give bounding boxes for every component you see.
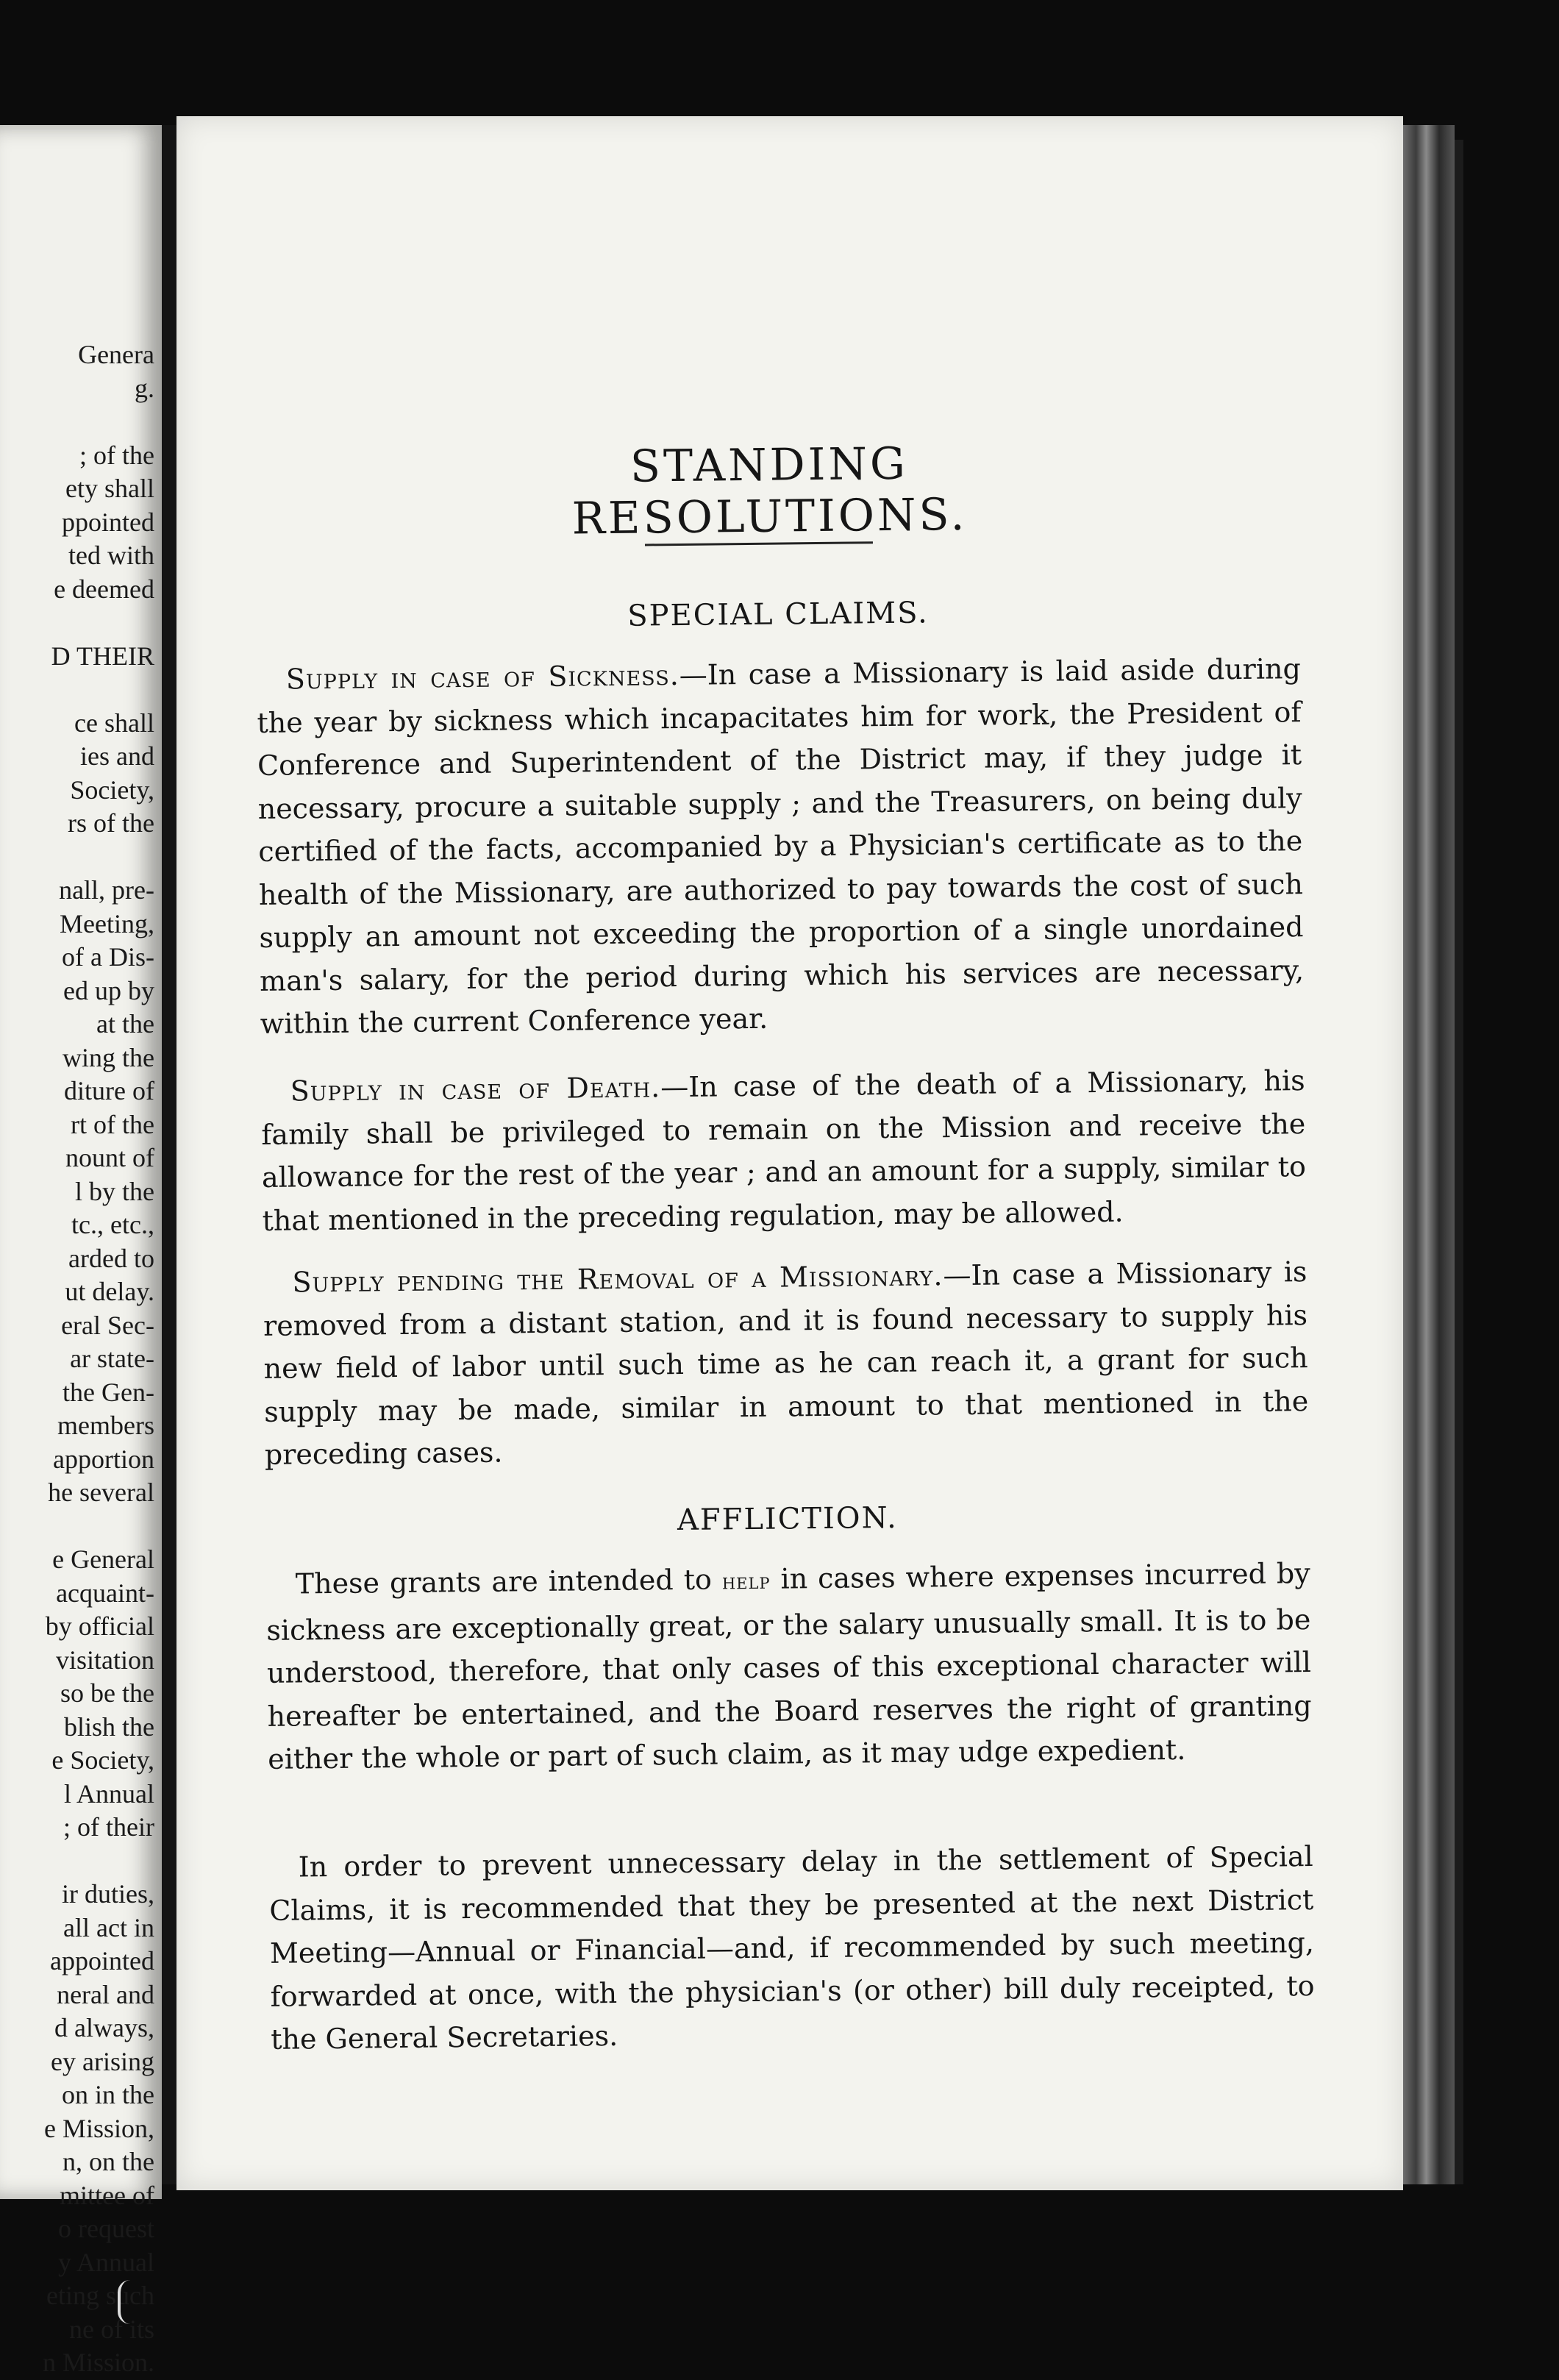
- previous-page-text: [0, 338, 154, 2380]
- previous-page-line: Meeting,: [60, 908, 154, 938]
- previous-page-line: [0, 673, 154, 707]
- paragraph-body-after: in cases where expenses incurred by sickness are exceptionally great, or the salary unusually small. It is to be understood, therefore, that only cases of this exceptional character will hereafter be entertained, and the Board reserves the right of granting either the whole or part of such claim, as it may udge expedient.: [266, 1557, 1312, 1775]
- book-gutter: [162, 125, 176, 2184]
- paragraph-lead: Supply in case of Sickness.: [285, 658, 680, 696]
- previous-page-line: of a Dis-: [62, 942, 154, 972]
- previous-page-line: wing the: [63, 1042, 154, 1072]
- previous-page-line: mittee of: [60, 2180, 154, 2210]
- previous-page-line: neral and: [57, 1979, 154, 2009]
- previous-page-line: g.: [135, 373, 154, 403]
- emphasis-help: help: [721, 1568, 771, 1595]
- previous-page-line: ne of its: [69, 2314, 154, 2344]
- paragraph-body-before: These grants are intended to: [295, 1563, 723, 1600]
- previous-page-line: e deemed: [54, 574, 154, 604]
- previous-page-line: [0, 841, 154, 874]
- previous-page-line: nall, pre-: [59, 875, 154, 905]
- previous-page-line: on in the: [62, 2080, 154, 2109]
- previous-page-fragment: [0, 125, 162, 2377]
- previous-page-line: d always,: [54, 2013, 154, 2042]
- previous-page-line: Genera: [78, 340, 154, 369]
- previous-page-line: all act in: [63, 1912, 154, 1942]
- previous-page-line: ies and: [80, 741, 154, 771]
- previous-page-line: diture of: [64, 1076, 154, 1105]
- paragraph-body: —In case a Missionary is laid aside during the year by sickness which incapacitates him for work, the President of Conference and Superintendent of the District may, if they judge it necessary, procure a suitable supply ; and the Treasurers, on being duly certified of the facts, accompanied by a Physician's certificate as to the health of the Missionary, are authorized to pay towards the cost of such supply an amount not exceeding the proportion of a single unordained man's salary, for the period during which his services are necessary, within the current Conference year.: [257, 652, 1305, 1040]
- previous-page-line: ut delay.: [65, 1277, 154, 1306]
- previous-page-line: blish the: [64, 1711, 154, 1742]
- previous-page-line: o request: [58, 2214, 154, 2243]
- paragraph-supply-sickness: [257, 647, 1305, 1045]
- paragraph-lead: Supply pending the Removal of a Missionary.: [292, 1259, 943, 1299]
- previous-page-line: e General: [52, 1544, 154, 1574]
- previous-page-line: by official: [45, 1611, 154, 1641]
- previous-page-line: ; of their: [63, 1812, 154, 1842]
- previous-page-line: tc., etc.,: [71, 1210, 154, 1239]
- previous-page-line: l by the: [75, 1176, 154, 1206]
- page-edge-stack: [1403, 125, 1455, 2184]
- previous-page-line: D THEIR: [51, 641, 154, 671]
- previous-page-line: [0, 405, 154, 439]
- section-heading-affliction: AFFLICTION.: [677, 1500, 898, 1538]
- previous-page-line: ed up by: [63, 975, 154, 1005]
- previous-page-line: rt of the: [71, 1109, 154, 1139]
- previous-page-line: ; of the: [79, 440, 154, 470]
- stray-mark: [118, 2280, 143, 2324]
- previous-page-line: so be the: [60, 1678, 154, 1708]
- previous-page-line: [0, 606, 154, 640]
- previous-page-line: ety shall: [65, 474, 154, 503]
- previous-page-line: ce shall: [74, 708, 154, 738]
- previous-page-line: nount of: [65, 1143, 154, 1172]
- previous-page-line: y Annual: [58, 2247, 154, 2277]
- previous-page-line: eral Sec-: [61, 1310, 154, 1340]
- previous-page-line: [0, 1510, 154, 1544]
- previous-page-line: e Mission,: [43, 2113, 154, 2143]
- previous-page-line: n, on the: [63, 2147, 154, 2176]
- previous-page-line: ir duties,: [62, 1879, 154, 1909]
- previous-page-line: [0, 1845, 154, 1878]
- previous-page-line: arded to: [68, 1243, 154, 1273]
- paragraph-settlement-claims: In order to prevent unnecessary delay in the settlement of Special Claims, it is recommended that they be presented at the next District Meeting—Annual or Financial—and, if recommended by such meeting, forwarded at once, with the physician's (or other) bill duly receipted, to the General Secretaries.: [269, 1840, 1315, 2056]
- previous-page-line: appointed: [50, 1946, 154, 1975]
- previous-page-line: rs of the: [68, 808, 154, 838]
- paragraph-body: —In case a Missionary is removed from a distant station, and it is found necessary to supply his new field of labor until such time as he can reach it, a grant for such supply may be made, similar in amount to that mentioned in the preceding cases.: [263, 1255, 1309, 1471]
- previous-page-line: the Gen-: [63, 1377, 154, 1407]
- paragraph-supply-death: [260, 1059, 1306, 1242]
- previous-page-line: ted with: [68, 541, 154, 570]
- previous-page-line: members: [57, 1411, 154, 1440]
- paragraph-body: —In case of the death of a Missionary, his family shall be privileged to remain on the Mission and receive the allowance for the rest of the year ; and an amount for a supply, similar to that mentioned in the preceding regulation, may be allowed.: [261, 1064, 1307, 1237]
- previous-page-line: e Society,: [51, 1745, 154, 1775]
- paragraph-lead: Supply in case of Death.: [290, 1071, 661, 1108]
- previous-page-line: ar state-: [70, 1344, 154, 1373]
- previous-page-line: visitation: [56, 1645, 154, 1675]
- previous-page-line: l Annual: [64, 1778, 154, 1809]
- paragraph-supply-removal: [263, 1250, 1309, 1476]
- page-title: STANDING RESOLUTIONS.: [571, 438, 968, 545]
- previous-page-line: n Mission.: [42, 2348, 154, 2377]
- previous-page-line: apportion: [53, 1444, 154, 1474]
- previous-page-line: eting such: [46, 2281, 154, 2310]
- previous-page-line: he several: [48, 1478, 154, 1507]
- section-heading-special-claims: SPECIAL CLAIMS.: [627, 596, 930, 633]
- previous-page-line: Society,: [70, 774, 154, 805]
- previous-page-line: ey arising: [51, 2046, 154, 2076]
- previous-page-line: acquaint-: [56, 1578, 154, 1608]
- previous-page-line: ppointed: [62, 507, 154, 537]
- page-edge-shadow: [1455, 140, 1463, 2184]
- paragraph-affliction-grants: [265, 1552, 1312, 1781]
- previous-page-line: at the: [96, 1009, 154, 1038]
